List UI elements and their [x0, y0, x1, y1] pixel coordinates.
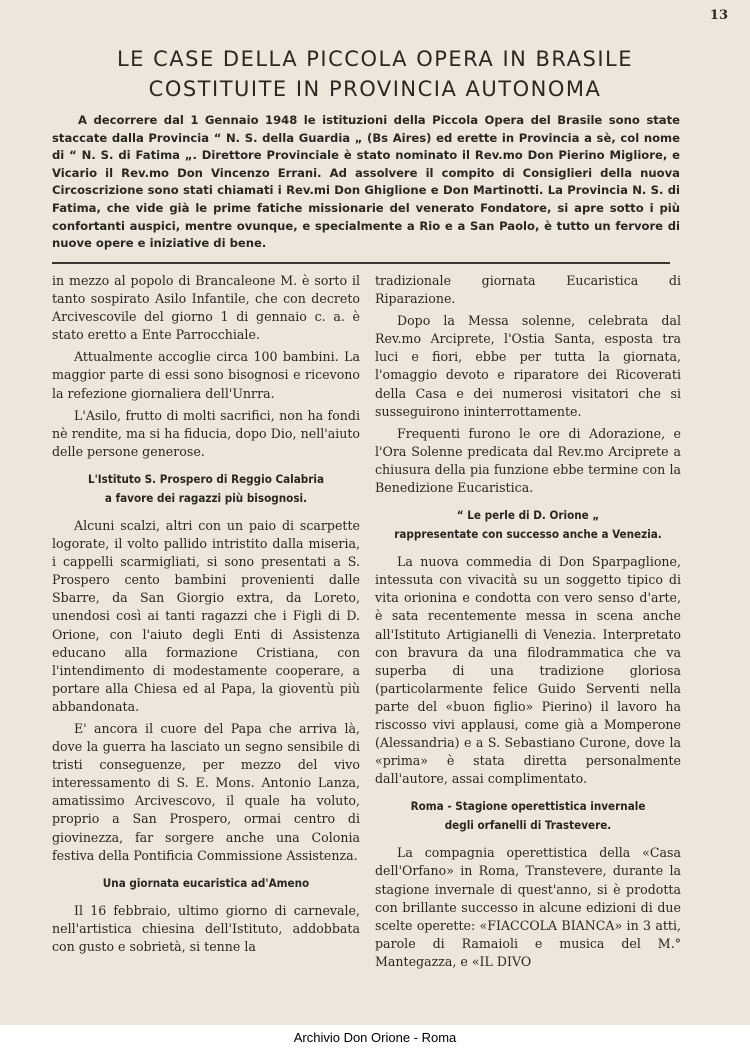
paragraph: Il 16 febbraio, ultimo giorno di carnevale, nell'artistica chiesina dell'Istituto, addobbata con gusto e sobrietà, si tenne la — [52, 902, 360, 954]
heading-line: “ Le perle di D. Orione „ — [456, 508, 600, 523]
paragraph: Alcuni scalzi, altri con un paio di scarpette logorate, il volto pallido intristito dalla miseria, i cappelli scarmigliati, si sono presentati a S. Prospero cento bambini provenienti dalle Sbarre, da San Giorgio extra, da Loreto, unendosi così ai tanti ragazzi che i Figli di D. Orione, con l'aiuto degli Enti di Assistenza educano alla formazione Cristiana, con l'intendimento di modestamente cooperare, a portare alla Chiesa ed al Papa, la gioventù più abbandonata. — [52, 517, 360, 714]
article-title — [20, 44, 730, 104]
paragraph: tradizionale giornata Eucaristica di Riparazione. — [375, 273, 681, 307]
heading-line: Roma - Stagione operettistica invernale — [410, 799, 646, 814]
paragraph: L'Asilo, frutto di molti sacrifici, non ha fondi nè rendite, ma si ha fiducia, dopo Dio, nell'aiuto delle persone generose. — [52, 407, 360, 459]
section-divider — [52, 262, 670, 264]
paragraph: Dopo la Messa solenne, celebrata dal Rev.mo Arciprete, l'Ostia Santa, esposta tra luci e fiori, ebbe per tutta la giornata, l'omaggio devoto e riparatore dei Ricoverati della Casa e dei numerosi visitatori che si susseguirono ininterrottamente. — [375, 313, 681, 419]
paragraph: Attualmente accoglie circa 100 bambini. La maggior parte di essi sono bisognosi e ricevono la refezione giornaliera dell'Unrra. — [52, 349, 360, 401]
section-heading — [375, 506, 681, 544]
paragraph: La compagnia operettistica della «Casa dell'Orfano» in Roma, Transtevere, durante la stagione invernale di quest'anno, si è prodotta con brillante successo in alcune edizioni di due scelte operette: «FIACCOLA BIANCA» in 3 atti, parole di Ramaioli e musica del M.° Mantegazza, e «IL DIVO — [375, 845, 681, 969]
archive-footer: Archivio Don Orione - Roma — [0, 1025, 750, 1050]
title-line-2: COSTITUITE IN PROVINCIA AUTONOMA — [148, 77, 602, 101]
section-heading: Una giornata eucaristica ad'Ameno — [102, 875, 310, 890]
title-line-1: LE CASE DELLA PICCOLA OPERA IN BRASILE — [116, 47, 634, 71]
page-number: 13 — [709, 8, 728, 23]
section-heading — [375, 797, 681, 835]
heading-line: degli orfanelli di Trastevere. — [444, 818, 612, 833]
paragraph: in mezzo al popolo di Brancaleone M. è sorto il tanto sospirato Asilo Infantile, che con decreto Arcivescovile del giorno 1 di gennaio c. a. è stato eretto a Ente Parrocchiale. — [52, 273, 360, 343]
paragraph: Frequenti furono le ore di Adorazione, e l'Ora Solenne predicata dal Rev.mo Arciprete a chiusura della pia funzione ebbe termine con la Benedizione Eucaristica. — [375, 425, 681, 496]
heading-line: a favore dei ragazzi più bisognosi. — [104, 490, 308, 505]
left-column — [52, 272, 360, 960]
right-column — [375, 272, 681, 975]
paragraph: La nuova commedia di Don Sparpaglione, intessuta con vivacità su un soggetto tipico di vita orionina e condotta con vero senso d'arte, è sata recentemente messa in scena anche all'Istituto Artigianelli di Venezia. Interpretato con bravura da una filodrammatica che va superba di una tradizione gloriosa (particolarmente felice Guido Serventi nella parte del «buon figlio» Pierino) il lavoro ha riscosso vivi applausi, come già a Momperone (Alessandria) e a S. Sebastiano Curone, dove la «prima» è stata diretta personalmente dall'autore, assai complimentato. — [375, 554, 681, 787]
paragraph: E' ancora il cuore del Papa che arriva là, dove la guerra ha lasciato un segno sensibile di tristi conseguenze, per mezzo del vivo interessamento di S. E. Mons. Antonio Lanza, amatissimo Arcivescovo, il quale ha voluto, proprio a San Prospero, ormai centro di giovinezza, far sorgere anche una Colonia festiva della Pontificia Commissione Assistenza. — [52, 720, 360, 863]
heading-line: L'Istituto S. Prospero di Reggio Calabria — [87, 471, 325, 486]
heading-line: rappresentate con successo anche a Venezia. — [394, 527, 662, 542]
section-heading — [52, 470, 360, 508]
lead-paragraph: A decorrere dal 1 Gennaio 1948 le istituzioni della Piccola Opera del Brasile sono state staccate dalla Provincia “ N. S. della Guardia „ (Bs Aires) ed erette in Provincia a sè, col nome di “ N. S. di Fatima „. Direttore Provinciale è stato nominato il Rev.mo Don Pierino Migliore, e Vicario il Rev.mo Don Vincenzo Errani. Ad assolvere il compito di Consiglieri della nuova Circoscrizione sono stati chiamati i Rev.mi Don Ghiglione e Don Martinotti. La Provincia N. S. di Fatima, che vide già le prime fatiche missionarie del venerato Fondatore, si apre sotto i più confortanti auspici, mentre ovunque, e specialmente a Rio e a San Paolo, è tutto un fervore di nuove opere e iniziative di bene. — [52, 113, 680, 251]
